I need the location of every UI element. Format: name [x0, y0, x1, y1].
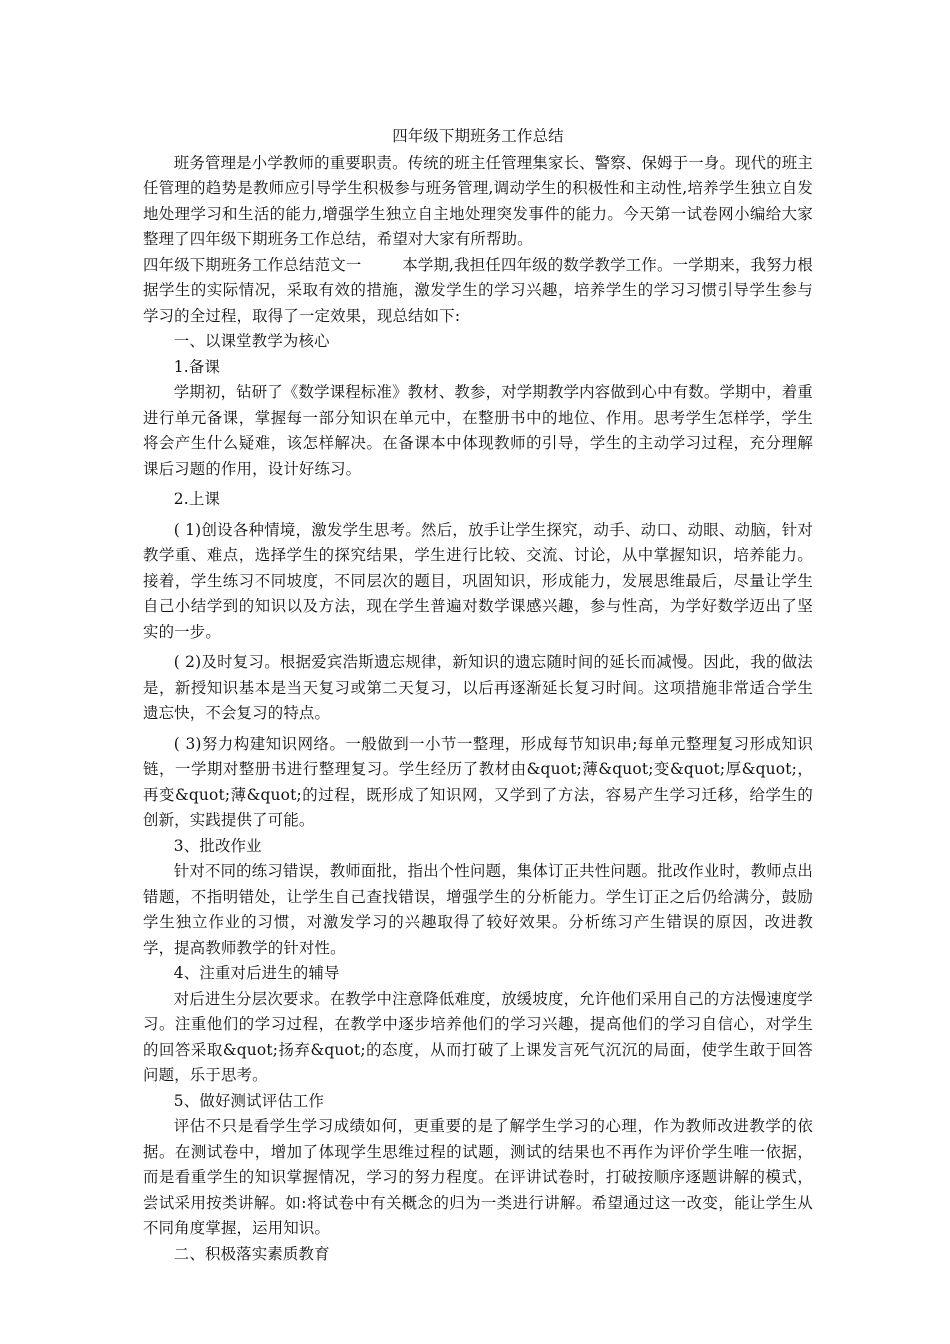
document-page [143, 124, 813, 1267]
document-title: 四年级下期班务工作总结 [392, 127, 564, 145]
subheading-class: 2.上课 [173, 490, 221, 508]
subheading-testing: 5、做好测试评估工作 [173, 1091, 325, 1110]
paragraph-prepare: 学期初，钻研了《数学课程标准》教材、教参，对学期教学内容做到心中有数。学期中，着重进行单元备课，掌握每一部分知识在单元中，在整册书中的地位、作用。思考学生怎样学，学生将会产生什么疑难，该怎样解决。在备课本中体现教师的引导，学生的主动学习过程，充分理解课后习题的作用，设计好练习。 [143, 383, 814, 478]
paragraph-testing: 评估不只是看学生学习成绩如何，更重要的是了解学生学习的心理，作为教师改进教学的依据。在测试卷中，增加了体现学生思维过程的试题，测试的结果也不再作为评价学生唯一依据，而是看重学生的知识掌握情况，学习的努力程度。在评讲试卷时，打破按顺序逐题讲解的模式，尝试采用按类讲解。如:将试卷中有关概念的归为一类进行讲解。希望通过这一改变，能让学生从不同角度掌握，运用知识。 [143, 1117, 813, 1237]
paragraph-class-2: ( 2)及时复习。根据爱宾浩斯遗忘规律，新知识的遗忘随时间的延长而减慢。因此，我的做法是，新授知识基本是当天复习或第二天复习，以后再逐渐延长复习时间。这项措施非常适合学生遗忘快，不会复习的特点。 [143, 653, 813, 722]
subheading-tutoring: 4、注重对后进生的辅导 [173, 964, 340, 982]
subheading-homework: 3、批改作业 [173, 836, 262, 855]
section-heading-1: 一、以课堂教学为核心 [173, 332, 330, 350]
subheading-prepare: 1.备课 [173, 357, 221, 376]
paragraph-tutoring: 对后进生分层次要求。在教学中注意降低难度，放缓坡度，允许他们采用自己的方法慢速度学习。注重他们的学习过程，在教学中逐步培养他们的学习兴趣，提高他们的学习自信心，对学生的回答采取&quot;扬弃&quot;的态度，从而打破了上课发言死气沉沉的局面，使学生敢于回答问题，乐于思考。 [143, 989, 814, 1084]
paragraph-class-3: ( 3)努力构建知识网络。一般做到一小节一整理，形成每节知识串;每单元整理复习形成知识链，一学期对整册书进行整理复习。学生经历了教材由&quot;薄&quot;变&quot;厚&quot;，再变&quot;薄&quot;的过程，既形成了知识网，又学到了方法，容易产生学习迁移，给学生的创新，实践提供了可能。 [143, 734, 813, 829]
paragraph-homework: 针对不同的练习错误，教师面批，指出个性问题，集体订正共性问题。批改作业时，教师点出错题，不指明错处，让学生自己查找错误，增强学生的分析能力。学生订正之后仍给满分，鼓励学生独立作业的习惯，对激发学习的兴趣取得了较好效果。分析练习产生错误的原因，改进教学，提高教师教学的针对性。 [143, 862, 814, 957]
paragraph-class-1: ( 1)创设各种情境，激发学生思考。然后，放手让学生探究，动手、动口、动眼、动脑，针对教学重、难点，选择学生的探究结果，学生进行比较、交流、讨论，从中掌握知识，培养能力。接着，学生练习不同坡度，不同层次的题目，巩固知识，形成能力，发展思维最后，尽量让学生自己小结学到的知识以及方法，现在学生普遍对数学课感兴趣，参与性高，为学好数学迈出了坚实的一步。 [143, 520, 813, 641]
intro-paragraph: 班务管理是小学教师的重要职责。传统的班主任管理集家长、警察、保姆于一身。现代的班主任管理的趋势是教师应引导学生积极参与班务管理,调动学生的积极性和主动性,培养学生独立自发地处理学习和生活的能力,增强学生独立自主地处理突发事件的能力。今天第一试卷网小编给大家整理了四年级下期班务工作总结，希望对大家有所帮助。 [143, 153, 814, 248]
section-heading-2: 二、积极落实素质教育 [173, 1244, 330, 1263]
summary-intro-paragraph: 四年级下期班务工作总结范文一 本学期,我担任四年级的数学教学工作。一学期来，我努力根据学生的实际情况，采取有效的措施，激发学生的学习兴趣，培养学生的学习习惯引导学生参与学习的全过程，取得了一定效果，现总结如下: [143, 255, 813, 325]
